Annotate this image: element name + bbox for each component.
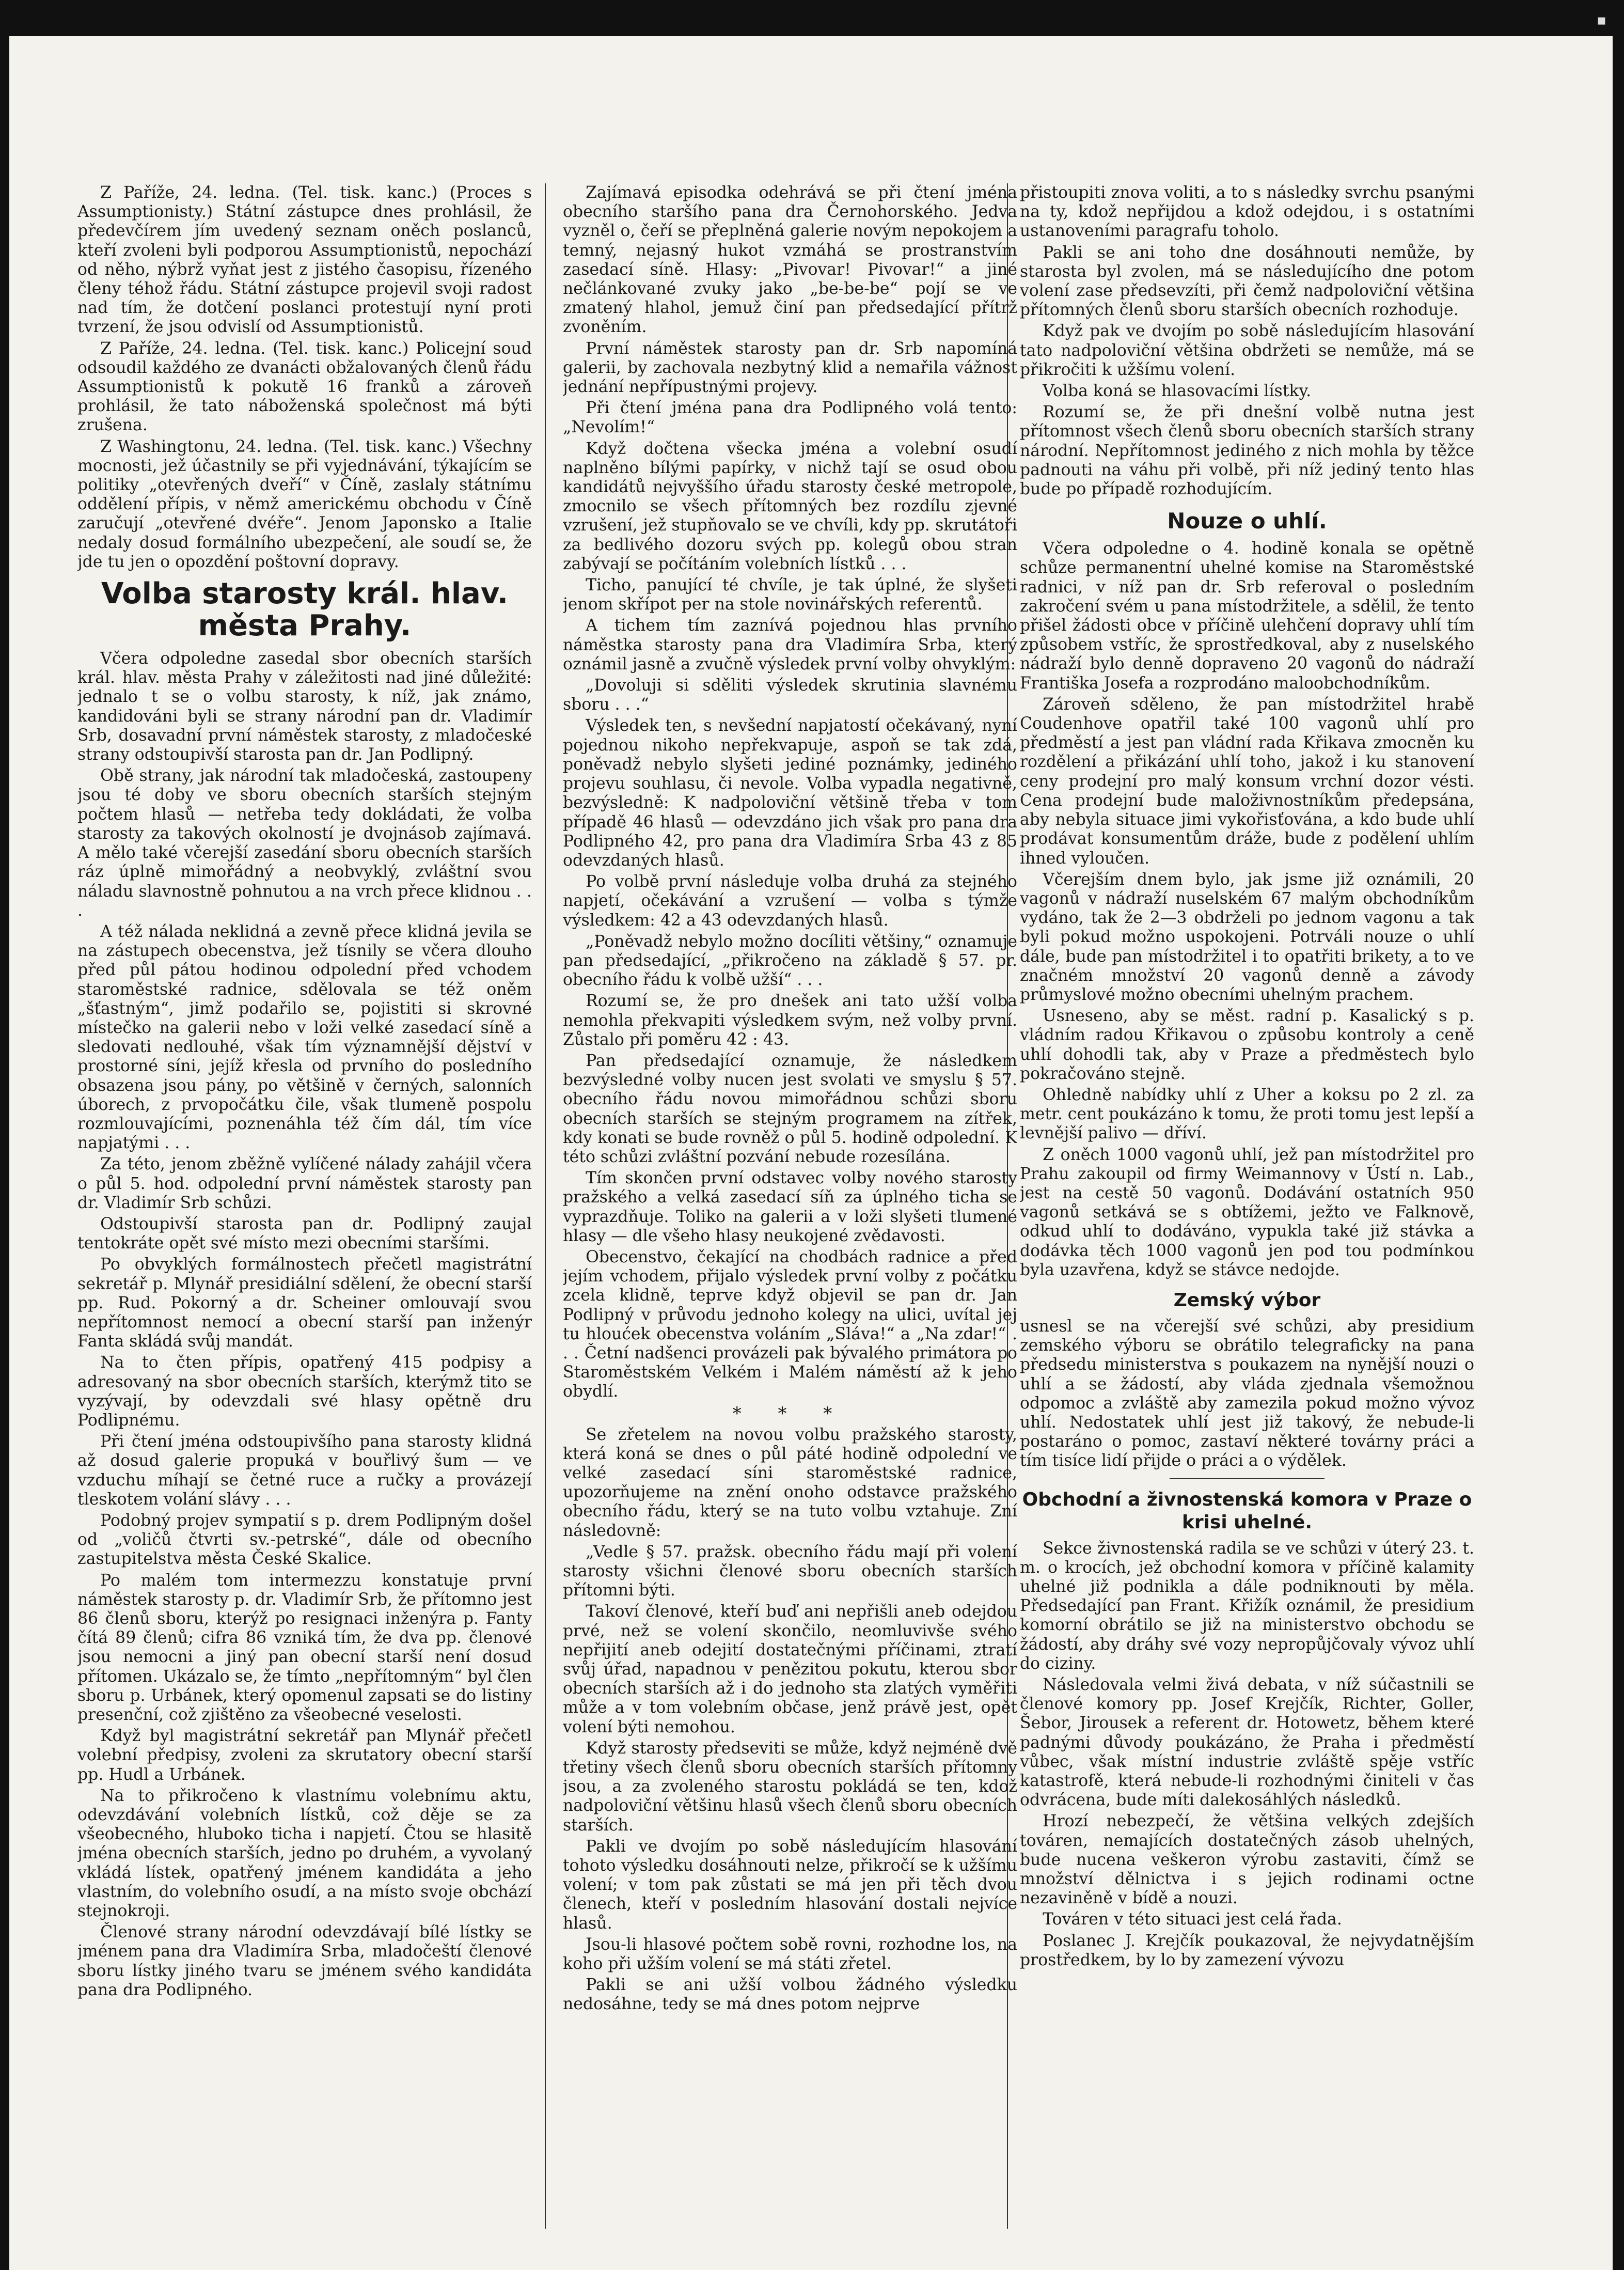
scan-border-right bbox=[1613, 0, 1624, 2270]
article-paragraph: Ticho, panující té chvíle, je tak úplné, že slyšeti jenom skřípot per na stole novinářských referentů. bbox=[563, 576, 1017, 614]
article-paragraph: Při čtení jména odstoupivšího pana starosty klidná až dosud galerie propuká v bouřlivý šum — ve vzduchu míhají se četné ruce a ručky a provázejí tleskotem volání slávy . . . bbox=[77, 1432, 532, 1509]
article-paragraph: Podobný projev sympatií s p. drem Podlipným došel od „voličů čtvrti sv.-petrské“, dále od obecního zastupitelstva města České Skalice. bbox=[77, 1511, 532, 1569]
article-paragraph: Se zřetelem na novou volbu pražského starosty, která koná se dnes o půl páté hodině odpolední ve velké zasedací síni staroměstské radnice, upozorňujeme na znění onoho odstavce pražského obecního řádu, který se na tuto volbu vztahuje. Zní následovně: bbox=[563, 1425, 1017, 1540]
corner-mark: ▪ bbox=[1597, 11, 1606, 28]
article-paragraph: Sekce živnostenská radila se ve schůzi v úterý 23. t. m. o krocích, jež obchodní komora v příčině kalamity uhelné již podnikla a dále podniknouti by měla. Předsedající pan Frant. Křižík oznámil, že presidium komorní obrátilo se již na ministerstvo obchodu se žádostí, aby dráhy své vozy nepropůjčovaly vývoz uhlí do ciziny. bbox=[1020, 1539, 1474, 1673]
article-paragraph: Usneseno, aby se měst. radní p. Kasalický s p. vládním radou Křikavou o způsobu kontroly a ceně uhlí dohodli tak, aby v Praze a předměstech bylo pokračováno stejně. bbox=[1020, 1007, 1474, 1083]
article-paragraph: Když dočtena všecka jména a volební osudí naplněno bílými papírky, v nichž tají se osud obou kandidátů nejvyššího úřadu starosty české metropole, zmocnilo se všech přítomných bez rozdílu zjevné vzrušení, jež stupňovalo se ve chvíli, kdy pp. skrutátoři za bedlivého dozoru svých pp. kolegů obou stran zabývají se počítáním volebních lístků . . . bbox=[563, 439, 1017, 573]
article-paragraph: Pan předsedající oznamuje, že následkem bezvýsledné volby nucen jest svolati ve smyslu § 57. obecního řádu novou mimořádnou schůzi sboru obecních starších se stejným programem na zítřek, kdy konati se bude rovněž o půl 5. hodině odpolední. K této schůzi zvláštní pozvání nebude rozesílána. bbox=[563, 1051, 1017, 1166]
scan-border-left bbox=[0, 0, 9, 2270]
article-paragraph: První náměstek starosty pan dr. Srb napomíná galerii, by zachovala nezbytný klid a nemařila vážnost jednání nepřípustnými projevy. bbox=[563, 339, 1017, 397]
headline-volba-starosty: Volba starosty král. hlav. města Prahy. bbox=[101, 577, 509, 643]
scan-border-top bbox=[0, 0, 1624, 36]
article-paragraph: Z Paříže, 24. ledna. (Tel. tisk. kanc.) Policejní soud odsoudil každého ze dvanácti obžalovaných členů řádu Assumptionistů k pokutě 16 franků a zároveň prohlásil, že tato náboženská společnost má býti zrušena. bbox=[77, 339, 532, 435]
article-paragraph: Při čtení jména pana dra Podlipného volá tento: „Nevolím!“ bbox=[563, 399, 1017, 437]
article-paragraph: Tím skončen první odstavec volby nového starosty pražského a velká zasedací síň za úplného ticha se vyprazdňuje. Toliko na galerii a v loži slyšeti tlumené hlasy — dle všeho hlasy neukojené zvědavosti. bbox=[563, 1169, 1017, 1245]
article-paragraph: Pakli se ani toho dne dosáhnouti nemůže, by starosta byl zvolen, má se následujícího dne potom volení zase předsevzíti, při čemž nadpoloviční většina přítomných členů sboru starších obecních rozhoduje. bbox=[1020, 243, 1474, 320]
article-paragraph: Za této, jenom zběžně vylíčené nálady zahájil včera o půl 5. hod. odpolední první náměstek starosty pan dr. Vladimír Srb schůzi. bbox=[77, 1155, 532, 1212]
article-paragraph: Členové strany národní odevzdávají bílé lístky se jménem pana dra Vladimíra Srba, mladočeští členové sboru lístky jiného tvaru se jménem svého kandidáta pana dra Podlipného. bbox=[77, 1923, 532, 1999]
article-paragraph: Jsou-li hlasové počtem sobě rovni, rozhodne los, na koho při užším volení se má státi zřetel. bbox=[563, 1935, 1017, 1974]
article-paragraph: Takoví členové, kteří buď ani nepřišli aneb odejdou prvé, než se volení skončilo, neomluvivše svého nepřijití aneb odejití dostatečnými příčinami, ztratí svůj úřad, napadnou v penězitou pokutu, kterou sbor obecních starších až i do jednoho sta zlatých vyměřiti může a v tom volebním občase, jenž právě jest, opět volení býti nemohou. bbox=[563, 1602, 1017, 1736]
article-paragraph: Odstoupivší starosta pan dr. Podlipný zaujal tentokráte opět své místo mezi obecními staršími. bbox=[77, 1214, 532, 1253]
article-paragraph: Z Washingtonu, 24. ledna. (Tel. tisk. kanc.) Všechny mocnosti, jež účastnily se při vyjednávání, týkajícím se politiky „otevřených dveří“ v Číně, zaslaly státnímu oddělení přípis, v němž americkému obchodu v Číně zaručují „otevřené dvéře“. Jenom Japonsko a Italie nedaly dosud formálního ubezpečení, ale soudí se, že jde tu jen o opozdění poštovní dopravy. bbox=[77, 437, 532, 571]
article-paragraph: „Vedle § 57. pražsk. obecního řádu mají při volení starosty všichni členové sboru obecních starších přítomni býti. bbox=[563, 1542, 1017, 1600]
article-paragraph: A tichem tím zaznívá pojednou hlas prvního náměstka starosty pana dra Vladimíra Srba, který oznámil jasně a zvučně výsledek první volby ohvyklým: bbox=[563, 616, 1017, 674]
article-paragraph: Pakli ve dvojím po sobě následujícím hlasování tohoto výsledku dosáhnouti nelze, přikročí se k užšímu volení; v tom pak zůstati se má jen při těch dvou členech, kteří v posledním hlasování dostali nejvíce hlasů. bbox=[563, 1837, 1017, 1933]
article-paragraph: Rozumí se, že pro dnešek ani tato užší volba nemohla překvapiti výsledkem svým, než volby první. Zůstalo při poměru 42 : 43. bbox=[563, 992, 1017, 1049]
column-3 bbox=[1020, 183, 1474, 2239]
article-paragraph: „Dovoluji si sděliti výsledek skrutinia slavnému sboru . . .“ bbox=[563, 676, 1017, 714]
article-paragraph: Volba koná se hlasovacími lístky. bbox=[1043, 382, 1312, 401]
headline-zemsky-vybor: Zemský výbor bbox=[1173, 1289, 1321, 1311]
article-paragraph: usnesl se na včerejší své schůzi, aby presidium zemského výboru se obrátilo telegraficky na pana předsedu ministerstva s poukazem na nynější nouzi o uhlí a se žádostí, aby vláda zjednala všemožnou odpomoc a zvláště aby zamezila pokud možno vývoz uhlí. Nedostatek uhlí jest již takový, že nebude-li postaráno o pomoc, zastaví některé továrny práci a tím tisíce lidí přijde o práci a o výdělek. bbox=[1020, 1317, 1474, 1470]
column-2 bbox=[563, 183, 1017, 2239]
article-paragraph: Včera odpoledne o 4. hodině konala se opětně schůze permanentní uhelné komise na Staroměstské radnici, v níž pan dr. Srb referoval o posledním zakročení svém u pana místodržitele, a sdělil, že tento přišel žádosti obce v příčině ulehčení dopravy uhlí tím způsobem vstříc, že sprostředkoval, aby z nuselského nádraží bylo denně dopraveno 20 vagonů do nádraží Františka Josefa a rozprodáno maloobchodníkům. bbox=[1020, 539, 1474, 693]
article-paragraph: Obě strany, jak národní tak mladočeská, zastoupeny jsou té doby ve sboru obecních starších stejným počtem hlasů — netřeba tedy dokládati, že volba starosty za takových okolností je dvojnásob zajímavá. A mělo také včerejší zasedání sboru obecních starších ráz úplně mimořádný a neobvyklý, zvláštní svou náladu slavnostně pohnutou a na vrch přece klidnou . . . bbox=[77, 766, 532, 920]
article-paragraph: A též nálada neklidná a zevně přece klidná jevila se na zástupech obecenstva, jež tísnily se včera dlouho před půl pátou hodinou odpolední před vchodem staroměstské radnice, sdělovala se též oněm „šťastným“, jimž podařilo se, pojistiti si skrovné místečko na galerii nebo v loži velké zasedací síně a sledovati nedlouhé, však tím významnější dějství v prostorné síni, jejíž křesla od prvního do posledního obsazena jsou pány, po většině v černých, salonních úborech, z prvopočátku čile, však tlumeně pospolu rozmlouvajícími, poznenáhla též čím dál, tím více napjatými . . . bbox=[77, 922, 532, 1153]
article-paragraph: Včerejším dnem bylo, jak jsme již oznámili, 20 vagonů v nádraží nuselském 67 malým obchodníkům vydáno, tak že 2—3 obdrželi po jednom vagonu a tak byli pokud možno uspokojeni. Potrváli nouze o uhlí dále, bude pan místodržitel i to opatřiti brikety, a to ve značném množství 20 vagonů denně a závody průmyslové možno obecními uhelným prachem. bbox=[1020, 870, 1474, 1004]
article-paragraph: Poslanec J. Krejčík poukazoval, že nejvydatnějším prostředkem, by lo by zamezení vývozu bbox=[1020, 1931, 1474, 1969]
article-paragraph: Včera odpoledne zasedal sbor obecních starších král. hlav. města Prahy v záležitosti nad jiné důležité: jednalo t se o volbu starosty, k níž, jak známo, kandidováni byli se strany národní pan dr. Vladimír Srb, dosavadní první náměstek starosty, z mladočeské strany odstoupivší starosta pan dr. Jan Podlipný. bbox=[77, 649, 532, 764]
article-paragraph: Ohledně nabídky uhlí z Uher a koksu po 2 zl. za metr. cent poukázáno k tomu, že proti tomu jest lepší a levnější palivo — dříví. bbox=[1020, 1085, 1474, 1143]
article-paragraph: Když pak ve dvojím po sobě následujícím hlasování tato nadpoloviční většina obdržeti se nemůže, má se přikročiti k užšímu volení. bbox=[1020, 322, 1474, 379]
article-paragraph: Následovala velmi živá debata, v níž súčastnili se členové komory pp. Josef Krejčík, Richter, Goller, Šebor, Jirousek a referent dr. Hotowetz, během které padnými důvody poukázáno, že Praha i předměstí vůbec, však místní industrie zvláště spěje vstříc katastrofě, která nebude-li rozhodnými činiteli v čas odvrácena, bude míti dalekosáhlých následků. bbox=[1020, 1676, 1474, 1810]
article-paragraph: přistoupiti znova voliti, a to s následky svrchu psanými na ty, kdož nepřijdou a kdož odejdou, i s ostatními ustanoveními paragrafu toholo. bbox=[1020, 183, 1474, 241]
article-paragraph: Po volbě první následuje volba druhá za stejného napjetí, očekávání a vzrušení — volba s týmže výsledkem: 42 a 43 odevzdaných hlasů. bbox=[563, 872, 1017, 930]
article-paragraph: Po obvyklých formálnostech přečetl magistrátní sekretář p. Mlynář presidiální sdělení, že obecní starší pp. Rud. Pokorný a dr. Scheiner omlouvají svou nepřítomnost nemocí a obecní starší pan inženýr Fanta skládá svůj mandát. bbox=[77, 1255, 532, 1351]
column-1 bbox=[77, 183, 532, 2239]
article-paragraph: Výsledek ten, s nevšední napjatostí očekávaný, nyní pojednou nikoho nepřekvapuje, aspoň se tak zdá, poněvadž nebylo slyšeti jediné poznámky, jediného projevu souhlasu, či nevole. Volba vypadla negativně, bezvýsledně: K nadpoloviční většině třeba v tom případě 46 hlasů — odevzdáno jich však pro pana dra Podlipného 42, pro pana dra Vladimíra Srba 43 z 85 odevzdaných hlasů. bbox=[563, 716, 1017, 870]
article-paragraph: Zajímavá episodka odehrává se při čtení jména obecního staršího pana dra Černohorského. Jedva vyzněl o, čeří se přeplněná galerie novým nepokojem a temný, nejasný hukot vzmáhá se prostranstvím zasedací síně. Hlasy: „Pivovar! Pivovar!“ a jiné nečlánkované zvuky jako „be-be-be“ pojí se ve zmatený hlahol, jemuž činí pan předsedající přítrž zvoněním. bbox=[563, 183, 1017, 337]
article-paragraph: Po malém tom intermezzu konstatuje první náměstek starosty p. dr. Vladimír Srb, že přítomno jest 86 členů sboru, kterýž po resignaci inženýra p. Fanty čítá 89 členů; cifra 86 vzniká tím, že dva pp. členové jsou nemocni a jiný pan obecní starší není dosud přítomen. Ukázalo se, že tímto „nepřítomným“ byl člen sboru p. Urbánek, který opomenul zapsati se do listiny presenční, což zjištěno za všeobecné veselosti. bbox=[77, 1571, 532, 1725]
article-paragraph: „Poněvadž nebylo možno docíliti většiny,“ oznamuje pan předsedající, „přikročeno na základě § 57. pr. obecního řádu k volbě užší“ . . . bbox=[563, 932, 1017, 990]
article-paragraph: Na to přikročeno k vlastnímu volebnímu aktu, odevzdávání volebních lístků, což děje se za všeobecného, hluboko ticha i napjetí. Čtou se hlasitě jména obecních starších, jedno po druhém, a vyvolaný vkládá lístek, opatřený jménem kandidáta a jeho vlastním, do volebního osudí, a na místo svoje obchází stejnokroji. bbox=[77, 1786, 532, 1921]
article-paragraph: Rozumí se, že při dnešní volbě nutna jest přítomnost všech členů sboru obecních starších strany národní. Nepřítomnost jediného z nich mohla by těžce padnouti na váhu při volbě, při níž jediný tento hlas bude po případě rozhodujícím. bbox=[1020, 403, 1474, 499]
section-divider-stars: * * * bbox=[732, 1403, 848, 1424]
article-paragraph: Z oněch 1000 vagonů uhlí, jež pan místodržitel pro Prahu zakoupil od firmy Weimannovy v Ústí n. Lab., jest na cestě 50 vagonů. Dodávání ostatních 950 vagonů setkává se s obtížemi, ježto ve Falknově, odkud uhlí to dodáváno, vypukla také již stávka a dodávka těch 1000 vagonů jen pod tou podmínkou byla uzavřena, když se stávce nedojde. bbox=[1020, 1145, 1474, 1279]
headline-nouze-o-uhli: Nouze o uhlí. bbox=[1167, 508, 1327, 534]
article-paragraph: Z Paříže, 24. ledna. (Tel. tisk. kanc.) (Proces s Assumptionisty.) Státní zástupce dnes prohlásil, že předevčírem jím uvedený seznam oněch poslanců, kteří zvoleni byli podporou Assumptionistů, nepochází od něho, nýbrž vyňat jest z jistého časopisu, řízeného členy téhož řádu. Státní zástupce projevil svoji radost nad tím, že dotčení poslanci protestují nyní proti tvrzení, že jsou odvislí od Assumptionistů. bbox=[77, 183, 532, 337]
article-paragraph: Obecenstvo, čekající na chodbách radnice a před jejím vchodem, přijalo výsledek první volby z počátku zcela klidně, teprve když objevil se pan dr. Jan Podlipný v průvodu jednoho kolegy na ulici, uvítal jej tu hloućek obecenstva voláním „Sláva!“ a „Na zdar!“ . . . Četní nadšenci provázeli pak bývalého primátora po Staroměstském Velkém i Malém náměstí až k jeho obydlí. bbox=[563, 1247, 1017, 1401]
column-rule bbox=[545, 183, 546, 2229]
section-divider bbox=[1170, 1478, 1325, 1479]
article-paragraph: Pakli se ani užší volbou žádného výsledku nedosáhne, tedy se má dnes potom nejprve bbox=[563, 1976, 1017, 2014]
headline-obchodni-komora: Obchodní a živnostenská komora v Praze o krisi uhelné. bbox=[1022, 1489, 1472, 1533]
article-paragraph: Na to čten přípis, opatřený 415 podpisy a adresovaný na sbor obecních starších, kterýmž tito se vyzývají, by odevzdali své hlasy opětně dru Podlipnému. bbox=[77, 1353, 532, 1430]
article-paragraph: Hrozí nebezpečí, že většina velkých zdejších továren, nemajících dostatečných zásob uhelných, bude nucena veškeron výrobu zastaviti, čímž se množství dělnictva i s jejich rodinami octne nezaviněně v bídě a nouzi. bbox=[1020, 1812, 1474, 1908]
article-paragraph: Když byl magistrátní sekretář pan Mlynář přečetl volební předpisy, zvoleni za skrutatory obecní starší pp. Hudl a Urbánek. bbox=[77, 1727, 532, 1784]
article-paragraph: Zároveň sděleno, že pan místodržitel hrabě Coudenhove opatřil také 100 vagonů uhlí pro předměstí a jest pan vládní rada Křikava zmocněn ku rozdělení a přikázání uhlí toho, jakož i ku stanovení ceny prodejní pro malý konsum vrchní dozor vésti. Cena prodejní bude maloživnostníkům předepsána, aby nebyla situace jimi vykořisťována, a kdo bude uhlí prodávat konsumentům dráže, bude z podělení uhlím ihned vyloučen. bbox=[1020, 695, 1474, 868]
article-paragraph: Továren v této situaci jest celá řada. bbox=[1043, 1910, 1342, 1929]
article-paragraph: Když starosty předseviti se může, když nejméně dvě třetiny všech členů sboru obecních starších přítomny jsou, a za zvoleného starostu pokládá se ten, kdož nadpoloviční většinu hlasů všech členů sboru obecních starších. bbox=[563, 1739, 1017, 1835]
